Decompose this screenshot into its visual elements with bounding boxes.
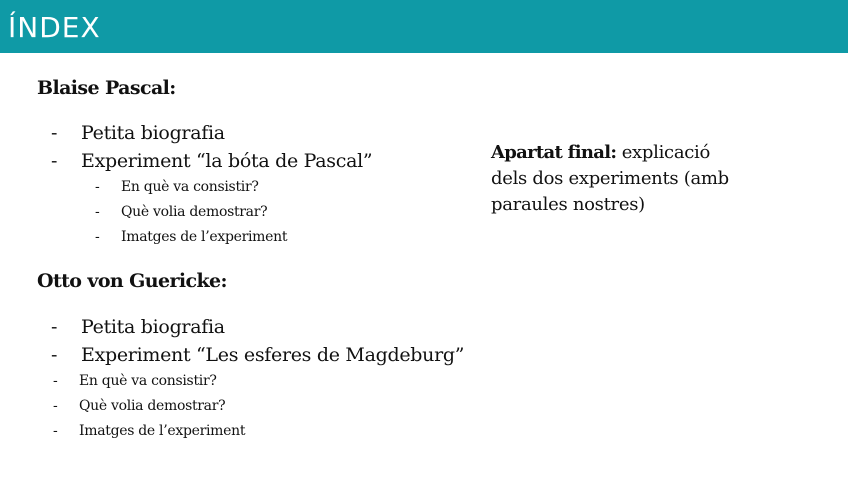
list-subitem: [53, 369, 245, 394]
final-section-label: Apartat final:: [491, 142, 617, 163]
list-subitem: [53, 419, 245, 444]
section-heading-pascal: Blaise Pascal:: [37, 77, 176, 99]
list-subitem-text: Què volia demostrar?: [79, 398, 226, 414]
list-subitem-text: En què va consistir?: [121, 179, 259, 195]
guericke-main-list: [51, 313, 464, 369]
bullet-dash: -: [95, 229, 100, 245]
bullet-dash: -: [51, 344, 58, 366]
title-bar: [0, 0, 848, 53]
list-subitem-text: En què va consistir?: [79, 373, 217, 389]
pascal-sub-list: [95, 175, 287, 250]
bullet-dash: -: [51, 316, 58, 338]
list-item-text: Petita biografia: [81, 316, 225, 338]
list-subitem: [95, 225, 287, 250]
final-section: [491, 140, 741, 218]
list-subitem-text: Imatges de l’experiment: [121, 229, 288, 245]
bullet-dash: -: [53, 373, 58, 389]
bullet-dash: -: [53, 398, 58, 414]
list-subitem: [95, 200, 287, 225]
list-subitem-text: Imatges de l’experiment: [79, 423, 246, 439]
list-subitem: [53, 394, 245, 419]
pascal-main-list: [51, 119, 372, 175]
list-item-text: Experiment “Les esferes de Magdeburg”: [81, 344, 465, 366]
bullet-dash: -: [51, 150, 58, 172]
bullet-dash: -: [95, 179, 100, 195]
list-subitem: [95, 175, 287, 200]
section-heading-guericke: Otto von Guericke:: [37, 270, 227, 292]
bullet-dash: -: [51, 122, 58, 144]
bullet-dash: -: [95, 204, 100, 220]
guericke-sub-list: [53, 369, 245, 444]
list-item: [51, 341, 464, 369]
slide-title: ÍNDEX: [8, 11, 101, 44]
list-item: [51, 313, 464, 341]
final-section-text: explicació dels dos experiments (amb paraules nostres): [491, 142, 729, 215]
list-item: [51, 119, 372, 147]
list-item-text: Experiment “la bóta de Pascal”: [81, 150, 373, 172]
list-item-text: Petita biografia: [81, 122, 225, 144]
bullet-dash: -: [53, 423, 58, 439]
list-subitem-text: Què volia demostrar?: [121, 204, 268, 220]
list-item: [51, 147, 372, 175]
